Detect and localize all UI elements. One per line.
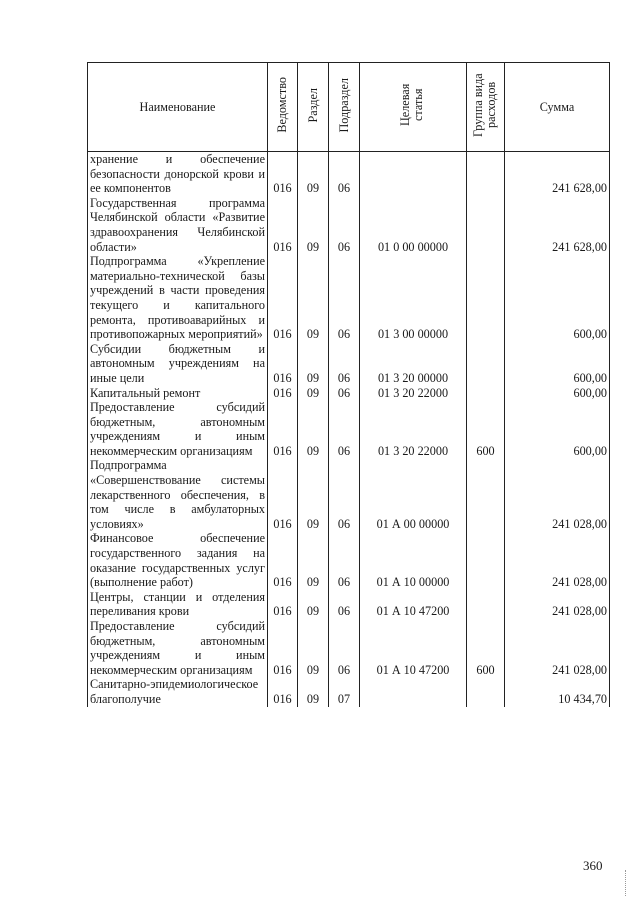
cell-sub: 06 xyxy=(329,152,360,196)
cell-dept: 016 xyxy=(268,590,298,619)
cell-target xyxy=(360,677,467,706)
cell-sec: 09 xyxy=(298,677,329,706)
cell-sub: 06 xyxy=(329,590,360,619)
header-sum: Сумма xyxy=(505,63,610,152)
cell-sub: 06 xyxy=(329,254,360,342)
cell-sum: 241 028,00 xyxy=(505,531,610,589)
table-row xyxy=(88,458,610,531)
table-row xyxy=(88,677,610,706)
cell-name: Капитальный ремонт xyxy=(88,386,268,401)
cell-sum: 600,00 xyxy=(505,254,610,342)
scan-edge-mark xyxy=(625,870,628,896)
cell-target: 01 А 00 00000 xyxy=(360,458,467,531)
cell-sum: 10 434,70 xyxy=(505,677,610,706)
cell-sec: 09 xyxy=(298,458,329,531)
table-row xyxy=(88,531,610,589)
cell-sec: 09 xyxy=(298,342,329,386)
cell-name: Государственная программа Челябинской области «Развитие здравоохранения Челябинской области» xyxy=(88,196,268,254)
cell-group xyxy=(467,196,505,254)
cell-sec: 09 xyxy=(298,152,329,196)
cell-name: Субсидии бюджетным и автономным учреждениям на иные цели xyxy=(88,342,268,386)
cell-sub: 07 xyxy=(329,677,360,706)
cell-sum: 241 028,00 xyxy=(505,458,610,531)
cell-target: 01 3 20 22000 xyxy=(360,386,467,401)
table-row xyxy=(88,254,610,342)
cell-name: Предоставление субсидий бюджетным, автономным учреждениям и иным некоммерческим организациям xyxy=(88,619,268,677)
cell-sum: 600,00 xyxy=(505,400,610,458)
table-row xyxy=(88,196,610,254)
cell-dept: 016 xyxy=(268,254,298,342)
cell-dept: 016 xyxy=(268,458,298,531)
cell-target: 01 3 00 00000 xyxy=(360,254,467,342)
cell-group xyxy=(467,254,505,342)
cell-target: 01 А 10 47200 xyxy=(360,619,467,677)
cell-name: Центры, станции и отделения переливания крови xyxy=(88,590,268,619)
cell-name: Подпрограмма «Укрепление материально-технической базы учреждений в части проведения текущего и капитального ремонта, противоаварийных и противопожарных мероприятий» xyxy=(88,254,268,342)
cell-group xyxy=(467,531,505,589)
cell-group: 600 xyxy=(467,619,505,677)
cell-sub: 06 xyxy=(329,531,360,589)
cell-target: 01 0 00 00000 xyxy=(360,196,467,254)
cell-sec: 09 xyxy=(298,386,329,401)
cell-sec: 09 xyxy=(298,400,329,458)
cell-target: 01 3 20 00000 xyxy=(360,342,467,386)
cell-dept: 016 xyxy=(268,342,298,386)
cell-sum: 241 628,00 xyxy=(505,152,610,196)
cell-sec: 09 xyxy=(298,196,329,254)
cell-sum: 600,00 xyxy=(505,386,610,401)
table-header-row xyxy=(88,63,610,152)
cell-sec: 09 xyxy=(298,531,329,589)
table-row xyxy=(88,590,610,619)
cell-sum: 241 628,00 xyxy=(505,196,610,254)
cell-target: 01 3 20 22000 xyxy=(360,400,467,458)
header-group: Группа вида расходов xyxy=(467,63,505,152)
cell-target: 01 А 10 00000 xyxy=(360,531,467,589)
table-row xyxy=(88,619,610,677)
cell-dept: 016 xyxy=(268,677,298,706)
table-row xyxy=(88,152,610,196)
cell-group xyxy=(467,342,505,386)
header-subsection: Подраздел xyxy=(329,63,360,152)
cell-group: 600 xyxy=(467,400,505,458)
header-target: Целевая статья xyxy=(360,63,467,152)
header-name: Наименование xyxy=(88,63,268,152)
cell-sec: 09 xyxy=(298,254,329,342)
cell-sub: 06 xyxy=(329,342,360,386)
cell-dept: 016 xyxy=(268,152,298,196)
cell-name: хранение и обеспечение безопасности донорской крови и ее компонентов xyxy=(88,152,268,196)
cell-group xyxy=(467,152,505,196)
page-number: 360 xyxy=(583,858,603,873)
cell-sec: 09 xyxy=(298,590,329,619)
header-dept: Ведомство xyxy=(268,63,298,152)
cell-name: Предоставление субсидий бюджетным, автономным учреждениям и иным некоммерческим организациям xyxy=(88,400,268,458)
cell-sub: 06 xyxy=(329,196,360,254)
cell-sum: 241 028,00 xyxy=(505,590,610,619)
cell-sum: 241 028,00 xyxy=(505,619,610,677)
table-row xyxy=(88,400,610,458)
cell-sum: 600,00 xyxy=(505,342,610,386)
cell-group xyxy=(467,590,505,619)
table-row xyxy=(88,342,610,386)
budget-table xyxy=(87,62,610,707)
cell-sec: 09 xyxy=(298,619,329,677)
cell-dept: 016 xyxy=(268,619,298,677)
cell-target xyxy=(360,152,467,196)
cell-name: Санитарно-эпидемиологическое благополучие xyxy=(88,677,268,706)
cell-dept: 016 xyxy=(268,531,298,589)
cell-sub: 06 xyxy=(329,386,360,401)
cell-dept: 016 xyxy=(268,196,298,254)
cell-name: Финансовое обеспечение государственного задания на оказание государственных услуг (выполнение работ) xyxy=(88,531,268,589)
cell-dept: 016 xyxy=(268,400,298,458)
cell-sub: 06 xyxy=(329,458,360,531)
cell-target: 01 А 10 47200 xyxy=(360,590,467,619)
cell-dept: 016 xyxy=(268,386,298,401)
cell-group xyxy=(467,386,505,401)
cell-group xyxy=(467,677,505,706)
cell-sub: 06 xyxy=(329,400,360,458)
cell-name: Подпрограмма «Совершенствование системы лекарственного обеспечения, в том числе в амбулаторных условиях» xyxy=(88,458,268,531)
cell-group xyxy=(467,458,505,531)
header-section: Раздел xyxy=(298,63,329,152)
table-row xyxy=(88,386,610,401)
cell-sub: 06 xyxy=(329,619,360,677)
